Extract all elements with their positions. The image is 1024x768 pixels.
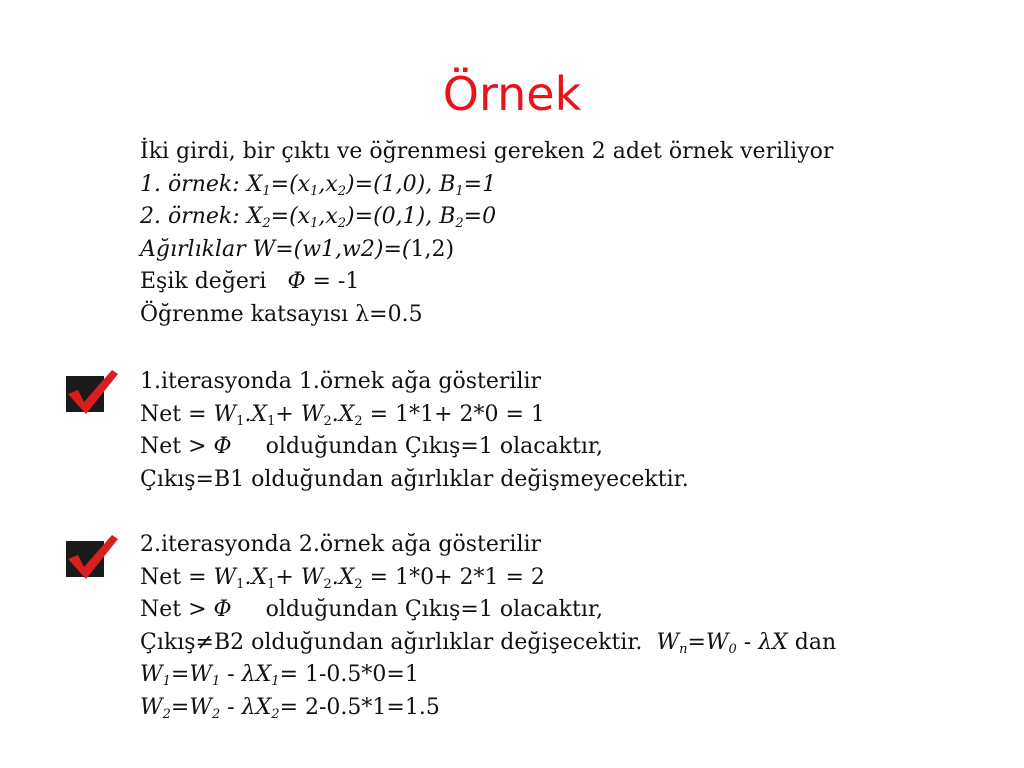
iteration-1-conclusion: Çıkış=B1 olduğundan ağırlıklar değişmeyecektir. [140,466,689,492]
iteration-1-net: Net = $W_1.X_1+ W_2.X_2 = 1*1+ 2*0 = 1$ [140,401,545,429]
sample-1-line: 1. örnek: $X_1=(x_1,x_2)=(1,0)$, $B_1=1$ [140,171,497,199]
iteration-1-heading: 1.iterasyonda 1.örnek ağa gösterilir [140,369,542,394]
intro-heading: İki girdi, bir çıktı ve öğrenmesi gereken 2 adet örnek veriliyor [140,139,834,164]
checkbox-checked-icon [62,366,122,416]
iteration-2-block [140,529,836,725]
iteration-2-heading: 2.iterasyonda 2.örnek ağa gösterilir [140,532,542,557]
checkbox-checked-icon [62,531,122,581]
iteration-2-update-w1: $W_1=W_1 - \lambda X_1= 1-0.5*0=1$ [140,662,419,690]
iteration-2-rule: Çıkış≠B2 olduğundan ağırlıklar değişecektir. $W_n=W_0 - \lambda X$ dan [140,629,837,657]
learning-rate-line: Öğrenme katsayısı λ=0.5 [140,301,423,327]
iteration-1-compare: Net > Φ olduğundan Çıkış=1 olacaktır, [140,434,603,460]
threshold-line: Eşik değeri Φ = -1 [140,269,360,295]
iteration-2-compare: Net > Φ olduğundan Çıkış=1 olacaktır, [140,597,603,623]
iteration-1-block [140,366,689,496]
iteration-2-update-w2: $W_2=W_2 - \lambda X_2= 2-0.5*1=1.5$ [140,694,440,722]
sample-2-line: 2. örnek: $X_2=(x_1,x_2)=(0,1)$, $B_2=0$ [140,204,497,232]
intro-block [140,136,833,332]
iteration-2-net: Net = $W_1.X_1+ W_2.X_2 = 1*0+ 2*1 = 2$ [140,564,545,592]
slide-title: Örnek [442,67,582,121]
weights-line: Ağırlıklar W=(w1,w2)=(1,2) [140,236,455,262]
